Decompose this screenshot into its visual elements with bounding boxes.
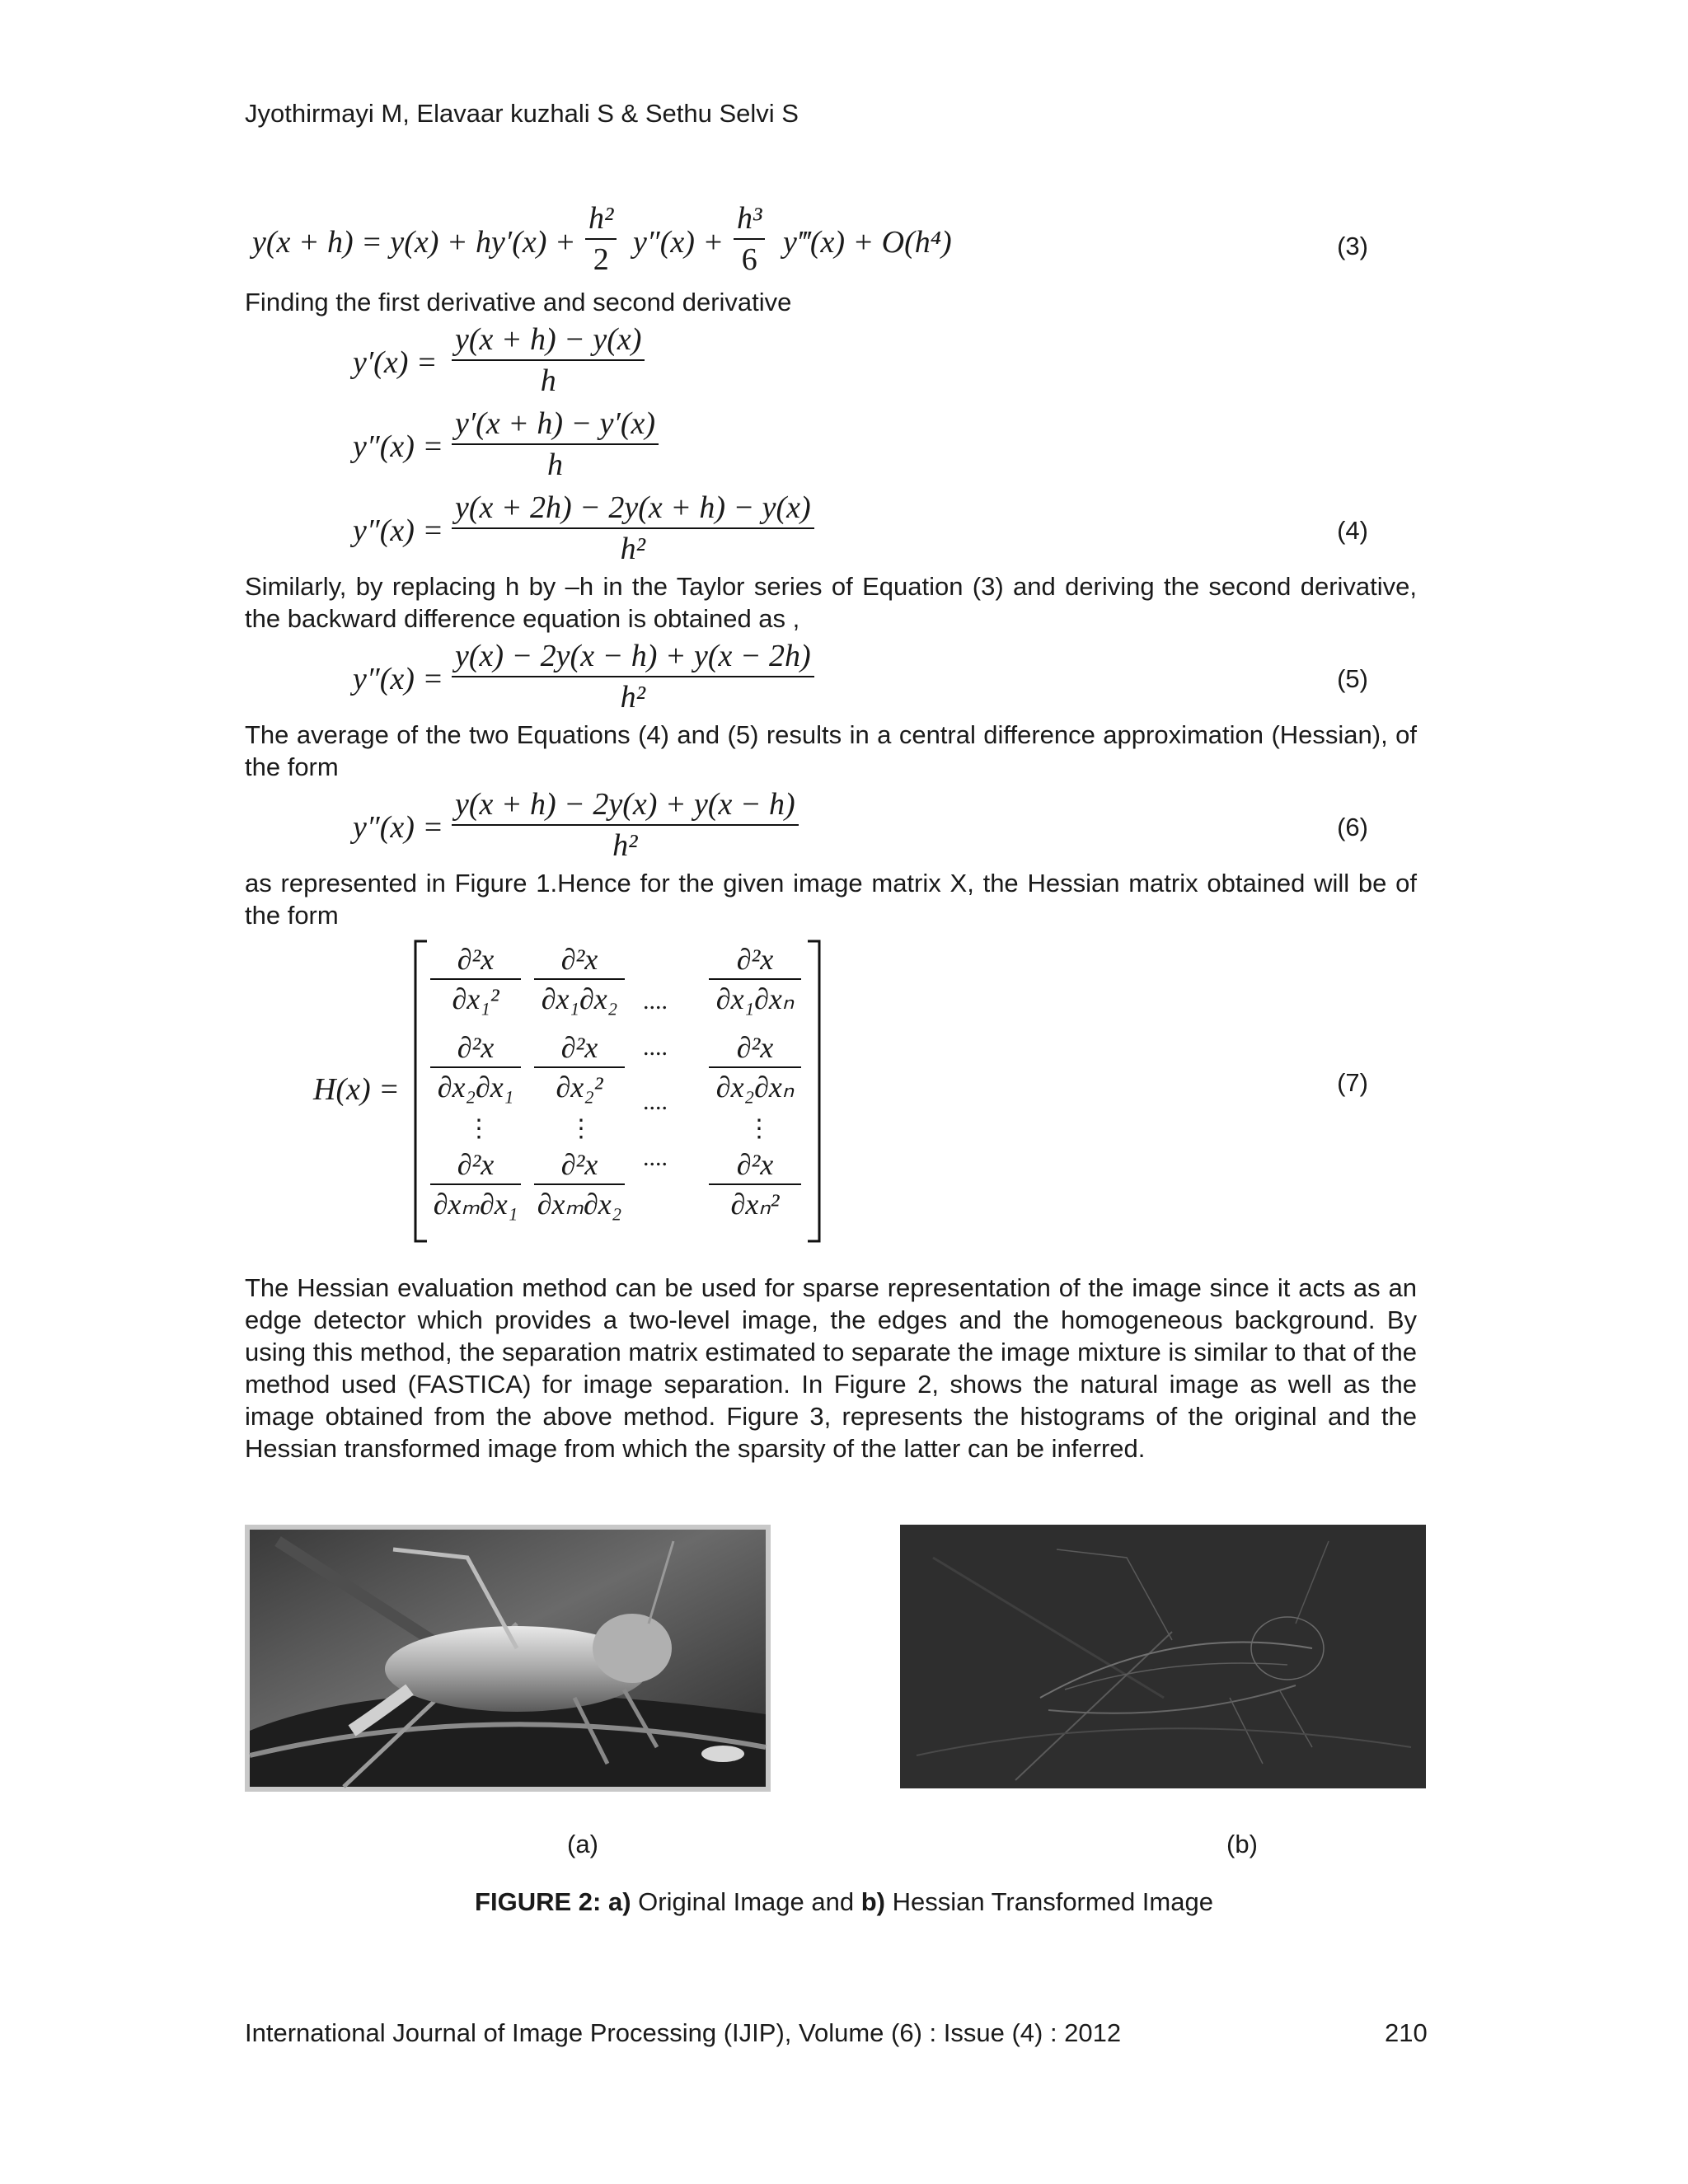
- figure-2a-original-image: [245, 1525, 771, 1792]
- hessian-cell-r4c2: ∂²x ∂xₘ∂x₂: [534, 1147, 625, 1221]
- text-hessian-evaluation: The Hessian evaluation method can be used for sparse representation of the image since it acts as an edge detector which provides a two-level image, the edges and the homogeneous background. By using this method, the separation matrix estimated to separate the image mixture is similar to that of the method used (FASTICA) for image separation. In Figure 2, shows the natural image as well as the image obtained from the above method. Figure 3, represents the histograms of the original and the Hessian transformed image from which the sparsity of the latter can be inferred.: [245, 1273, 1417, 1463]
- eq4a-lhs: y′(x) =: [353, 345, 438, 380]
- eq4-lhs: y″(x) =: [353, 513, 444, 548]
- eq6-lhs: y″(x) =: [353, 810, 444, 845]
- hdots-r4: ....: [643, 1144, 668, 1171]
- eq7-number: (7): [1337, 1068, 1368, 1097]
- hdots-r3: ....: [643, 1088, 668, 1115]
- eq4-number: (4): [1337, 516, 1368, 545]
- figure-label-a: (a): [567, 1830, 598, 1858]
- text-finding-derivatives: Finding the first derivative and second derivative: [245, 288, 792, 316]
- footer-page-number: 210: [1385, 2018, 1428, 2047]
- figure-2-caption: FIGURE 2: a) Original Image and b) Hessian Transformed Image: [475, 1887, 1213, 1916]
- hessian-cell-r4c4: ∂²x ∂xₙ²: [709, 1147, 801, 1221]
- footer-journal: International Journal of Image Processing (IJIP), Volume (6) : Issue (4) : 2012: [245, 2018, 1122, 2047]
- eq4b-lhs: y″(x) =: [353, 429, 444, 464]
- vdots-c1: ⋮: [467, 1115, 491, 1142]
- figure-2b-hessian-image: [900, 1525, 1426, 1788]
- vdots-c4: ⋮: [747, 1115, 771, 1142]
- eq5-fraction: y(x) − 2y(x − h) + y(x − 2h) h²: [452, 638, 814, 715]
- eq3-tail: y‴(x) + O(h⁴): [783, 225, 952, 260]
- text-hessian-form: as represented in Figure 1.Hence for the given image matrix X, the Hessian matrix obtained will be of the form: [245, 869, 1417, 930]
- eq3-fraction-1: h² 2: [585, 200, 617, 278]
- text-central-difference: The average of the two Equations (4) and (5) results in a central difference approximation (Hessian), of the form: [245, 720, 1417, 781]
- hessian-cell-r2c4: ∂²x ∂x₂∂xₙ: [709, 1030, 801, 1104]
- hessian-cell-r1c4: ∂²x ∂x₁∂xₙ: [709, 942, 801, 1016]
- eq4a-fraction: y(x + h) − y(x) h: [452, 321, 645, 399]
- hessian-cell-r4c1: ∂²x ∂xₘ∂x₁: [430, 1147, 521, 1221]
- running-header: Jyothirmayi M, Elavaar kuzhali S & Sethu Selvi S: [245, 99, 799, 128]
- hessian-cell-r2c1: ∂²x ∂x₂∂x₁: [430, 1030, 521, 1104]
- eq6-fraction: y(x + h) − 2y(x) + y(x − h) h²: [452, 786, 799, 864]
- eq6-number: (6): [1337, 813, 1368, 841]
- eq4-fraction: y(x + 2h) − 2y(x + h) − y(x) h²: [452, 490, 814, 567]
- hessian-cell-r1c1: ∂²x ∂x₁²: [430, 942, 521, 1016]
- eq5-number: (5): [1337, 664, 1368, 693]
- hdots-r2: ....: [643, 1033, 668, 1061]
- eq7-lhs: H(x) =: [313, 1072, 400, 1107]
- hessian-cell-r1c2: ∂²x ∂x₁∂x₂: [534, 942, 625, 1016]
- eq3-number: (3): [1337, 232, 1368, 260]
- eq3-lhs: y(x + h) = y(x) + hy′(x) +: [252, 225, 576, 260]
- eq4b-fraction: y′(x + h) − y′(x) h: [452, 405, 659, 483]
- eq3-fraction-2: h³ 6: [734, 200, 765, 278]
- hdots-r1: ....: [643, 987, 668, 1015]
- text-backward-difference: Similarly, by replacing h by –h in the Taylor series of Equation (3) and deriving the second derivative, the backward difference equation is obtained as ,: [245, 572, 1417, 633]
- figure-label-b: (b): [1226, 1830, 1258, 1858]
- eq3-mid: y″(x) +: [633, 225, 724, 260]
- hessian-cell-r2c2: ∂²x ∂x₂²: [534, 1030, 625, 1104]
- eq5-lhs: y″(x) =: [353, 662, 444, 696]
- vdots-c2: ⋮: [569, 1115, 593, 1142]
